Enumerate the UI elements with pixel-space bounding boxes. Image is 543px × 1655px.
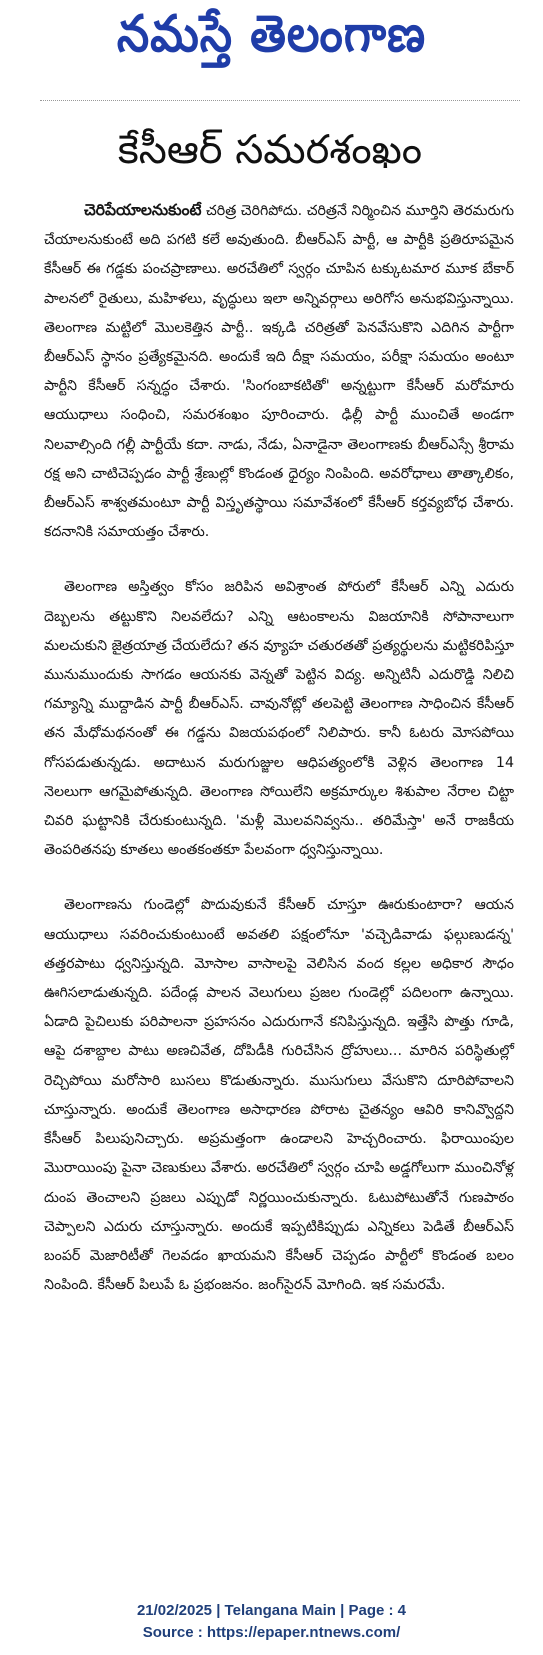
lead-word: చెరిపేయాలనుకుంటే: [84, 201, 202, 219]
article-paragraph-3: తెలంగాణను గుండెల్లో పొదువుకునే కేసీఆర్ చూస్తూ ఊరుకుంటారా? ఆయన ఆయుధాలు సవరించుకుంటుంటే అవతలి పక్షంలోనూ 'వచ్చెడివాడు ఫల్గుణుడన్న' తత్తరపాటు ధ్వనిస్తున్నది. మోసాల వాసాలపై వెలిసిన వంద కల్లల అధికార సౌధం ఊగిసలాడుతున్నది. పదేండ్ల పాలన వెలుగులు ప్రజల గుండెల్లో పదిలంగా ఉన్నాయి. ఏడాది పైచిలుకు పరిపాలనా ప్రహసనం ఎదురుగానే కనిపిస్తున్నది. ఇత్తేసి పొత్తు గూడి, ఆపై దశాబ్దాల పాటు అణచివేత, దోపిడీకి గురిచేసిన ద్రోహులు... మారిన పరిస్థితుల్లో రెచ్చిపోయి మరోసారి బుసలు కొడుతున్నారు. ముసుగులు వేసుకొని దూరిపోవాలని చూస్తున్నారు. అందుకే తెలంగాణ అసాధారణ పోరాట చైతన్యం ఆవిరి కానివ్వొద్దని కేసీఆర్ పిలుపునిచ్చారు. అప్రమత్తంగా ఉండాలని హెచ్చరించారు. ఫిరాయింపుల మొరాయింపు పైనా చెణుకులు వేశారు. అరచేతిలో స్వర్గం చూపి అడ్డగోలుగా ముంచినోళ్ల దుంప తెంచాలని ప్రజలు ఎప్పుడో నిర్ణయించుకున్నారు. ఓటుపోటుతోనే గుణపాఠం చెప్పాలని ఎదురు చూస్తున్నారు. అందుకే ఇప్పటికిప్పుడు ఎన్నికలు పెడితే బీఆర్ఎస్ బంపర్ మెజారిటీతో గెలవడం ఖాయమని కేసీఆర్ చెప్పడం పార్టీలో కొండంత బలం నింపింది. కేసీఆర్ పిలుపే ఓ ప్రభంజనం. జంగ్‌సైరన్ మోగింది. ఇక సమరమే.: [44, 897, 514, 1294]
masthead: [0, 0, 543, 80]
article-paragraph-2: తెలంగాణ అస్తిత్వం కోసం జరిపిన అవిశ్రాంత పోరులో కేసీఆర్ ఎన్ని ఎదురు దెబ్బలను తట్టుకొని నిలవలేదు? ఎన్ని ఆటంకాలను విజయానికి సోపానాలుగా మలచుకుని జైత్రయాత్ర చేయలేదు? తన వ్యూహ చతురతతో ప్రత్యర్థులను మట్టికరిపిస్తూ మునుముందుకు సాగడం ఆయనకు వెన్నతో పెట్టిన విద్య. అన్నిటినీ ఎదురొడ్డి నిలిచి గమ్యాన్ని ముద్దాడిన పార్టీ బీఆర్ఎస్. చావునోట్లో తలపెట్టి తెలంగాణ సాధించిన కేసీఆర్ తన మేధోమథనంతో ఈ గడ్డను విజయపథంలో నిలిపారు. కానీ ఓటరు మోసపోయి గోసపడుతున్నడు. అదాటున మరుగుజ్జుల ఆధిపత్యంలోకి వెళ్లిన తెలంగాణ 14 నెలలుగా ఆగమైపోతున్నది. తెలంగాణ సోయిలేని అక్రమార్కుల శిశుపాల నేరాల చిట్టా చివరి ఘట్టానికి చేరుకుంటున్నది. 'మళ్లీ మొలవనివ్వను.. తరిమేస్తా' అనే రాజకీయ తెంపరితనపు కూతలు అంతకంతకూ పేలవంగా ధ్వనిస్తున్నాయి.: [44, 579, 514, 859]
page-footer: [0, 1600, 543, 1650]
masthead-divider: [40, 100, 520, 103]
paragraph-1-text: చరిత్ర చెరిగిపోదు. చరిత్రనే నిర్మించిన మూర్తిని తెరమరుగు చేయాలనుకుంటే అది పగటి కలే అవుతుంది. బీఆర్ఎస్ పార్టీ, ఆ పార్టీకి ప్రతిరూపమైన కేసీఆర్ ఈ గడ్డకు పంచప్రాణాలు. అరచేతిలో స్వర్గం చూపిన టక్కుటమార మూక బేకార్ పాలనలో రైతులు, మహిళలు, వృద్ధులు ఇలా అన్నివర్గాలు అరిగోస అనుభవిస్తున్నాయి. తెలంగాణ మట్టిలో మొలకెత్తిన పార్టీ.. ఇక్కడి చరిత్రతో పెనవేసుకొని ఎదిగిన పార్టీగా బీఆర్ఎస్ స్థానం ప్రత్యేకమైనది. అందుకే ఇది దీక్షా సమయం, పరీక్షా సమయం అంటూ పార్టీని కేసీఆర్ సన్నద్ధం చేశారు. 'సింగంబాకటితో' అన్నట్టుగా కేసీఆర్ మరోమారు ఆయుధాలు సంధించి, సమరశంఖం పూరించారు. ఢిల్లీ పార్టీ ముంచితే అండగా నిలవాల్సింది గల్లీ పార్టీయే కదా. నాడు, నేడు, ఏనాడైనా తెలంగాణకు బీఆర్ఎస్సే శ్రీరామ రక్ష అని చాటిచెప్పడం పార్టీ శ్రేణుల్లో కొండంత ధైర్యం నింపింది. అవరోధాలు తాత్కాలికం, బీఆర్ఎస్ శాశ్వతమంటూ పార్టీ విస్తృతస్థాయి సమావేశంలో కేసీఆర్ కర్తవ్యబోధ చేశారు. కదనానికి సమాయత్తం చేశారు.: [44, 203, 514, 541]
masthead-logo: నమస్తే తెలంగాణ: [116, 3, 427, 64]
footer-source: Source : https://epaper.ntnews.com/: [142, 1624, 401, 1641]
article-paragraph-1: [44, 196, 514, 547]
footer-date-edition: 21/02/2025 | Telangana Main | Page : 4: [136, 1602, 407, 1619]
article-body: [44, 196, 514, 1300]
article-headline: కేసీఆర్ సమరశంఖం: [117, 127, 423, 173]
